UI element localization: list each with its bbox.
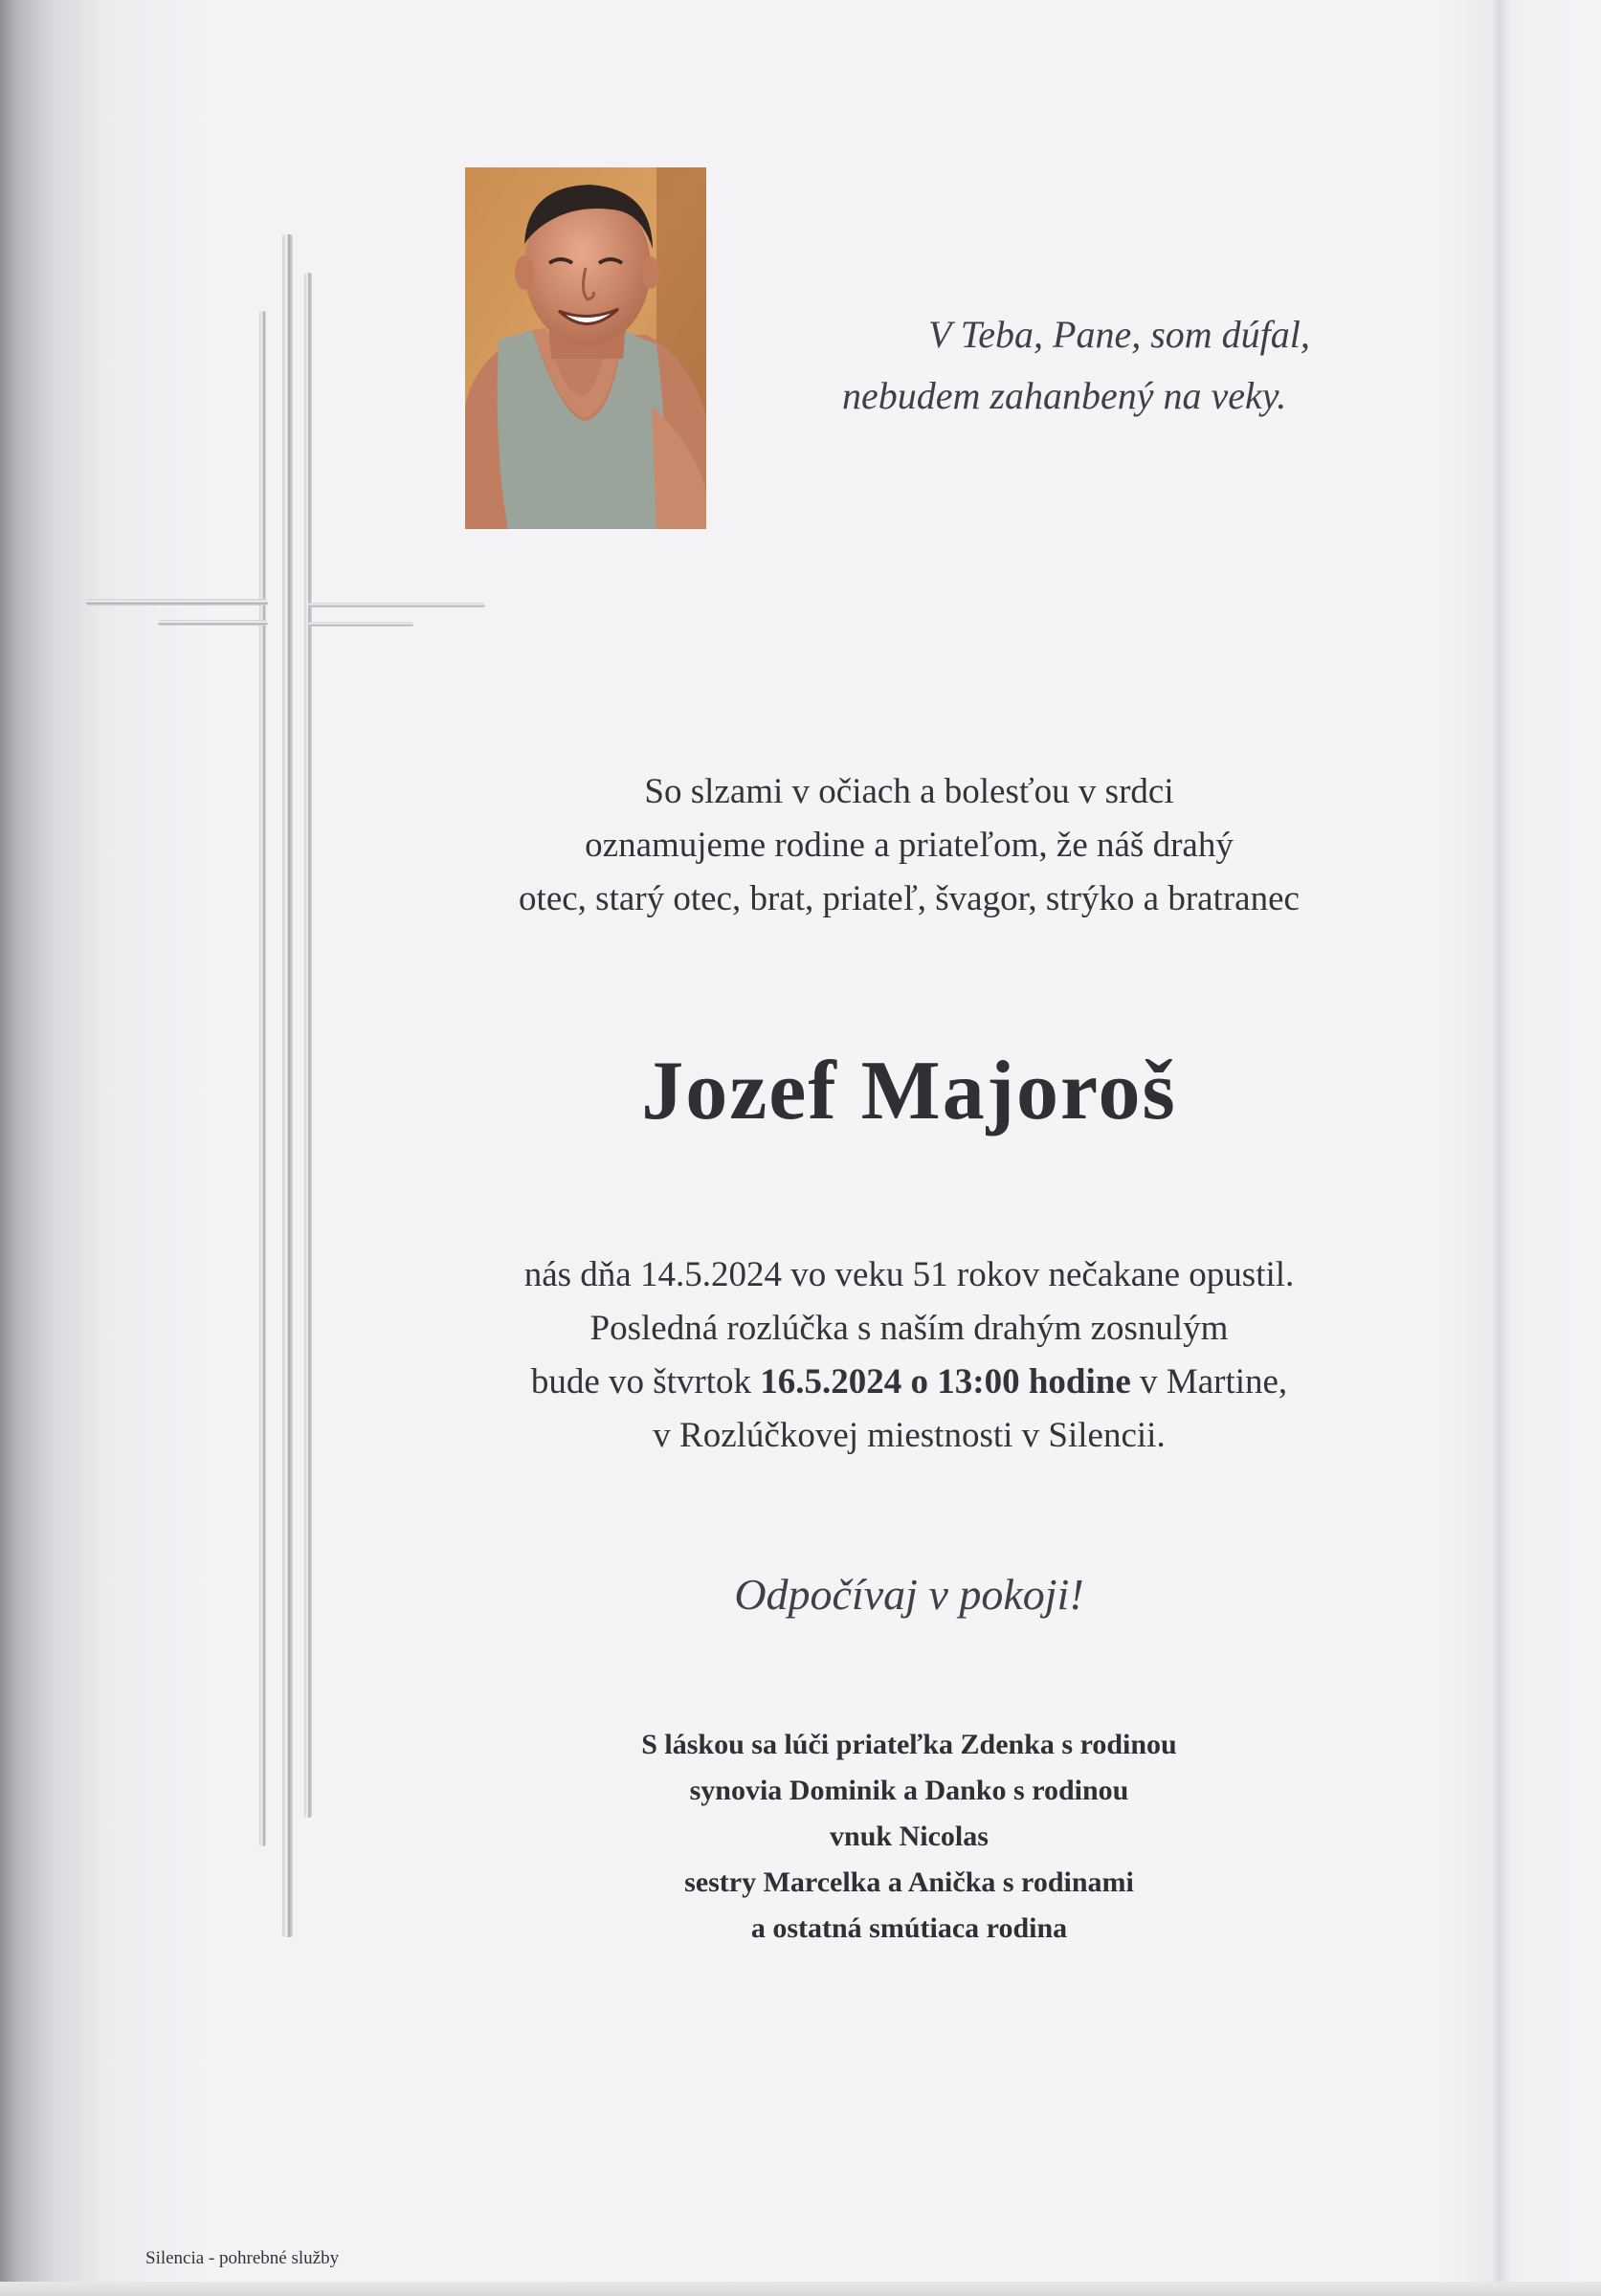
intro-line-3: otec, starý otec, brat, priateľ, švagor, strýko a bratranec: [519, 879, 1300, 918]
details-line-1: nás dňa 14.5.2024 vo veku 51 rokov nečakane opustil.: [523, 1255, 1295, 1294]
mourner-line: a ostatná smútiaca rodina: [750, 1912, 1068, 1944]
motto-verse: [842, 304, 1416, 427]
mourner-line: sestry Marcelka a Anička s rodinami: [684, 1866, 1134, 1898]
details-line-3-pre: bude vo štvrtok: [530, 1362, 761, 1402]
mourner-line: synovia Dominik a Danko s rodinou: [689, 1775, 1129, 1806]
details-line-4: v Rozlúčkovej miestnosti v Silencii.: [653, 1416, 1166, 1455]
intro-line-2: oznamujeme rodine a priateľom, že náš drahý: [585, 826, 1234, 865]
farewell-phrase: Odpočívaj v pokoji!: [734, 1570, 1084, 1619]
details-line-2: Posledná rozlúčka s naším drahým zosnulým: [589, 1309, 1229, 1348]
motto-line-1: V Teba, Pane, som dúfal,: [928, 313, 1310, 356]
motto-line-2: nebudem zahanbený na veky.: [842, 374, 1287, 417]
page-bottom-edge: [0, 2282, 1601, 2296]
details-line-3: [431, 1356, 1388, 1409]
intro-line-1: So slzami v očiach a bolesťou v srdci: [644, 772, 1174, 811]
funeral-service-footer: Silencia - pohrebné služby: [145, 2248, 340, 2268]
announcement-intro: [431, 765, 1388, 926]
mourner-line: S láskou sa lúči priateľka Zdenka s rodinou: [641, 1729, 1177, 1760]
funeral-details: [431, 1248, 1388, 1463]
deceased-name: Jozef Majoroš: [641, 1045, 1177, 1137]
page-edge-strip: [1493, 0, 1506, 2296]
details-line-3-post: v Martine,: [1130, 1362, 1288, 1402]
mourners-list: [431, 1722, 1388, 1952]
funeral-date-time: 16.5.2024 o 13:00 hodine: [760, 1362, 1131, 1402]
mourner-line: vnuk Nicolas: [830, 1821, 989, 1852]
portrait-photo: [465, 167, 706, 529]
